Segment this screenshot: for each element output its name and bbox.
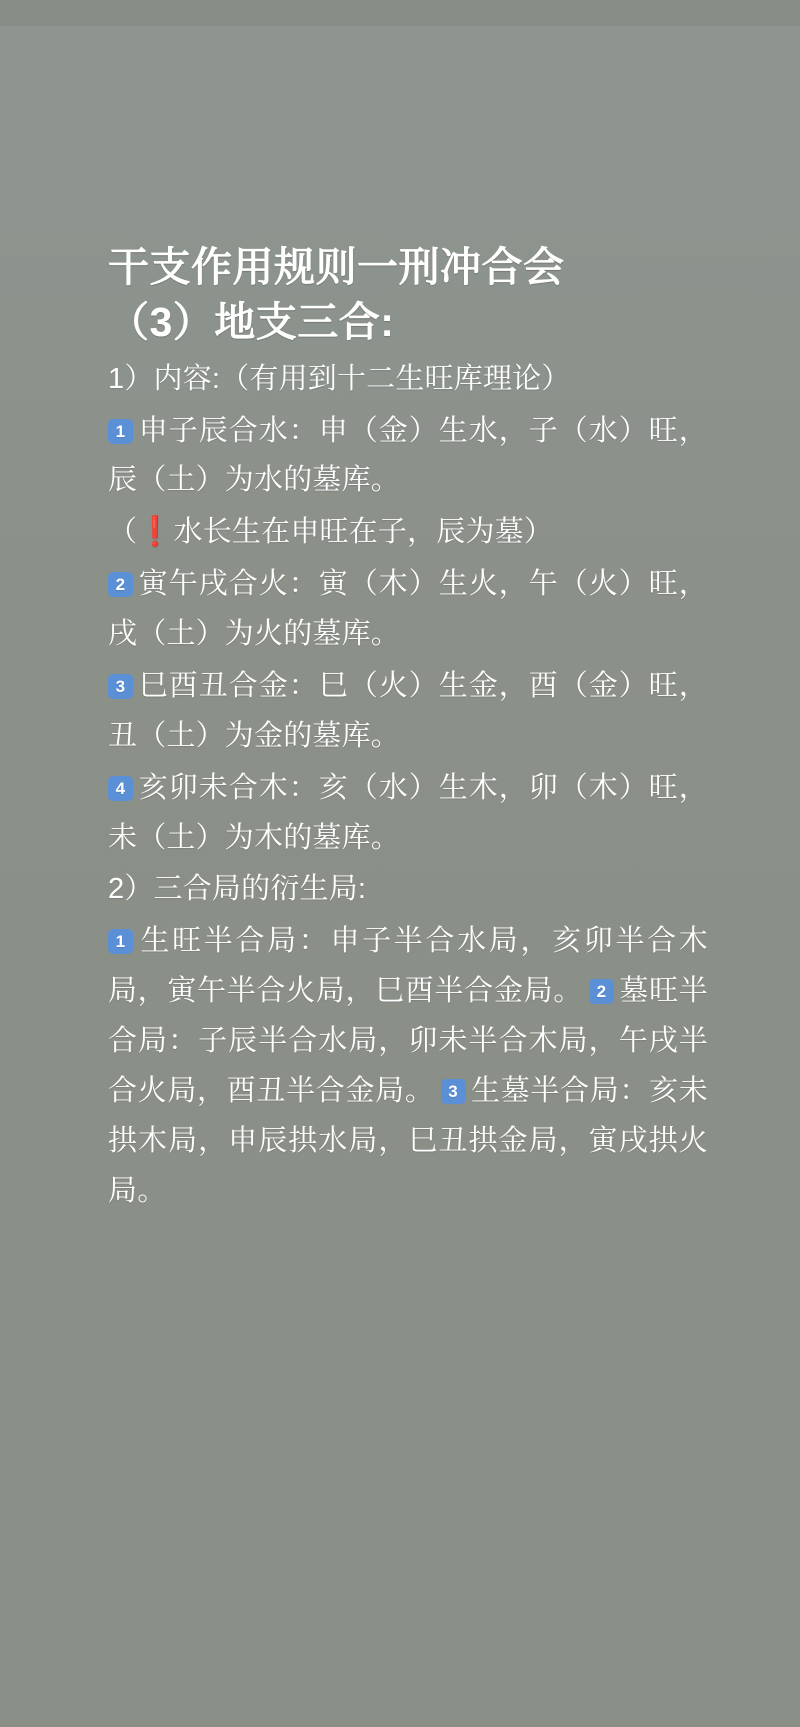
list-marker-4: 4 xyxy=(108,776,133,801)
list-item-text-4: 亥卯未合木：亥（水）生木，卯（木）旺，未（土）为木的墓库。 xyxy=(108,771,708,854)
derived-marker-2: 2 xyxy=(589,979,614,1004)
document-content xyxy=(108,240,708,1217)
list-marker-3: 3 xyxy=(108,674,133,699)
list-item xyxy=(108,407,708,507)
derived-text-3: 生墓半合局：亥未拱木局，申辰拱水局，巳丑拱金局，寅戌拱火局。 xyxy=(108,1074,709,1207)
list-marker-2: 2 xyxy=(108,572,133,597)
exclamation-icon: ❗ xyxy=(137,516,174,549)
list-item-text-3: 巳酉丑合金：巳（火）生金，酉（金）旺，丑（土）为金的墓库。 xyxy=(108,669,708,752)
derived-text-1: 生旺半合局：申子半合水局，亥卯半合木局，寅午半合火局，巳酉半合金局。 xyxy=(108,925,708,1008)
title-line-1: 干支作用规则一刑冲合会 xyxy=(108,244,565,290)
section-2-heading: 2）三合局的衍生局: xyxy=(108,873,367,906)
derived-marker-1: 1 xyxy=(108,929,133,954)
list-marker-1: 1 xyxy=(108,419,133,444)
note-text: 水长生在申旺在子，辰为墓） xyxy=(173,516,554,549)
list-item xyxy=(108,764,708,864)
note-prefix: （ xyxy=(108,516,138,549)
derived-marker-3: 3 xyxy=(441,1079,466,1104)
list-item xyxy=(108,662,708,762)
list-item-text-1: 申子辰合水：申（金）生水，子（水）旺，辰（土）为水的墓库。 xyxy=(108,414,708,497)
page-title xyxy=(108,240,708,351)
section-1-heading: 1）内容:（有用到十二生旺库理论） xyxy=(108,362,571,395)
list-item-text-2: 寅午戌合火：寅（木）生火，午（火）旺，戌（土）为火的墓库。 xyxy=(108,568,708,651)
top-status-strip xyxy=(0,0,800,26)
derived-list xyxy=(108,917,708,1216)
derived-text-2: 墓旺半合局：子辰半合水局，卯未半合木局，午戌半合火局，酉丑半合金局。 xyxy=(108,975,708,1107)
title-line-2: （3）地支三合: xyxy=(108,299,395,346)
list-item xyxy=(108,560,708,660)
note-line xyxy=(108,508,708,558)
